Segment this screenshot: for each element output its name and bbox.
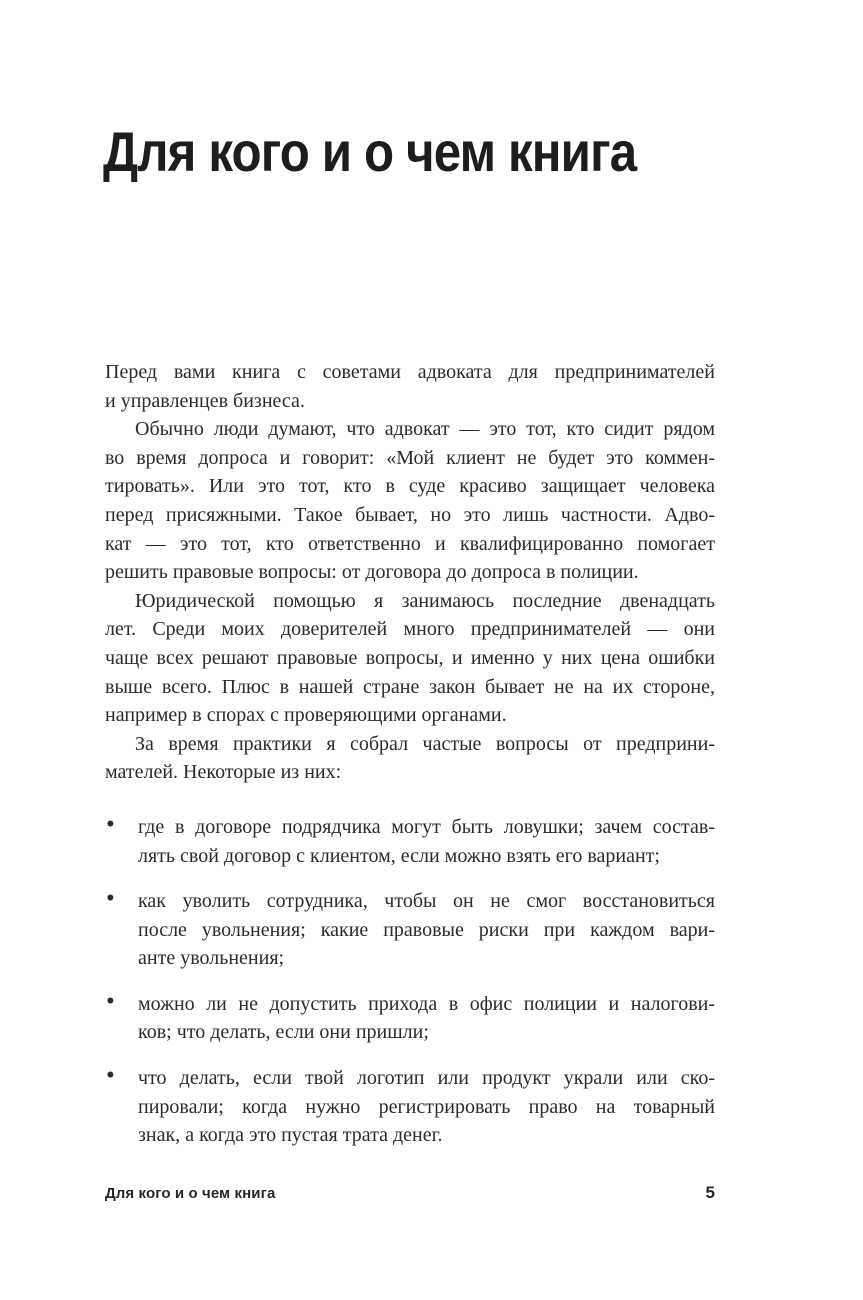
list-item: [105, 887, 715, 973]
footer-chapter-label: Для кого и о чем книга: [105, 1185, 276, 1202]
text-line: Юридической помощью я занимаюсь последние двенадцать: [135, 589, 715, 612]
text-line: перед присяжными. Такое бывает, но это лишь частности. Адво-: [105, 503, 715, 526]
text-line: после увольнения; какие правовые риски при каждом вари-: [138, 918, 715, 941]
text-line: как уволить сотрудника, чтобы он не смог восстановиться: [138, 890, 715, 913]
text-line: За время практики я собрал частые вопросы от предприни-: [135, 732, 715, 755]
text-line: выше всего. Плюс в нашей стране закон бывает не на их стороне,: [105, 675, 715, 698]
chapter-title: Для кого и о чем книга: [103, 120, 637, 183]
body-text: [105, 358, 715, 1150]
paragraph: [105, 415, 715, 587]
list-item: [105, 810, 715, 870]
paragraph: [105, 587, 715, 730]
text-line: и управленцев бизнеса.: [105, 389, 305, 412]
text-line: лять свой договор с клиентом, если можно взять его вариант;: [138, 844, 660, 867]
text-line: решить правовые вопросы: от договора до допроса в полиции.: [105, 561, 639, 584]
text-line: пировали; когда нужно регистрировать право на товарный: [138, 1095, 715, 1118]
page-footer: [105, 1183, 715, 1203]
bullet-icon: •: [106, 810, 115, 838]
text-line: тировать». Или это тот, кто в суде красиво защищает человека: [105, 475, 715, 498]
text-line: что делать, если твой логотип или продукт украли или ско-: [138, 1067, 715, 1090]
text-line: чаще всех решают правовые вопросы, и именно у них цена ошибки: [105, 646, 715, 669]
text-line: мателей. Некоторые из них:: [105, 761, 342, 784]
text-line: Обычно люди думают, что адвокат — это тот, кто сидит рядом: [135, 418, 715, 441]
text-line: ков; что делать, если они пришли;: [138, 1021, 429, 1044]
paragraph: [105, 358, 715, 415]
text-line: кат — это тот, кто ответственно и квалифицированно помогает: [105, 532, 715, 555]
text-line: где в договоре подрядчика могут быть ловушки; зачем состав-: [138, 815, 715, 838]
list-item: [105, 1064, 715, 1150]
list-item: [105, 987, 715, 1047]
text-line: лет. Среди моих доверителей много предпринимателей — они: [105, 618, 715, 641]
bullet-icon: •: [106, 1062, 115, 1090]
question-list: [105, 810, 715, 1150]
text-line: анте увольнения;: [138, 947, 285, 970]
text-line: например в спорах с проверяющими органами.: [105, 704, 507, 727]
text-line: можно ли не допустить прихода в офис полиции и налогови-: [138, 992, 715, 1015]
footer-page-number: 5: [705, 1183, 715, 1202]
paragraph: [105, 730, 715, 787]
text-line: знак, а когда это пустая трата денег.: [138, 1124, 443, 1147]
text-line: во время допроса и говорит: «Мой клиент не будет это коммен-: [105, 446, 715, 469]
text-line: Перед вами книга с советами адвоката для предпринимателей: [105, 361, 715, 383]
bullet-icon: •: [106, 885, 115, 913]
bullet-icon: •: [106, 987, 115, 1015]
